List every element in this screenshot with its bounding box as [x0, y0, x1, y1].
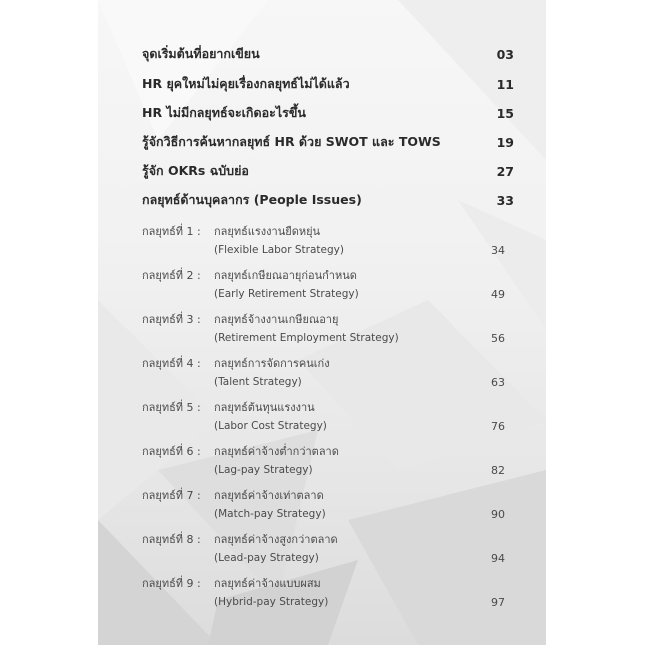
toc-entry: [142, 188, 514, 212]
strategy-number: กลยุทธ์ที่ 8 :: [142, 533, 201, 546]
toc-entry: [142, 101, 514, 125]
strategy-number: กลยุทธ์ที่ 7 :: [142, 489, 201, 502]
strategy-number: กลยุทธ์ที่ 2 :: [142, 269, 201, 282]
strategy-title-th: กลยุทธ์ค่าจ้างสูงกว่าตลาด: [214, 533, 338, 546]
toc-entry-title: จุดเริ่มต้นที่อยากเขียน: [142, 46, 260, 61]
toc-entry: [142, 130, 514, 154]
strategy-title-en: (Lead-pay Strategy): [214, 552, 319, 564]
strategy-page: 97: [491, 596, 505, 609]
strategy-page: 63: [491, 376, 505, 389]
book-page: [98, 0, 546, 645]
toc-entry-page: 11: [496, 76, 514, 92]
strategy-title-en: (Retirement Employment Strategy): [214, 332, 399, 344]
toc-entry-page: 33: [496, 192, 514, 208]
strategy-page: 90: [491, 508, 505, 521]
toc-entry-title: HR ยุคใหม่ไม่คุยเรื่องกลยุทธ์ไม่ได้แล้ว: [142, 76, 350, 91]
toc-entry-title: รู้จัก OKRs ฉบับย่อ: [142, 163, 249, 178]
toc-entry-page: 15: [496, 105, 514, 121]
toc-sub-entry: [142, 354, 505, 398]
strategy-number: กลยุทธ์ที่ 3 :: [142, 313, 201, 326]
strategy-number: กลยุทธ์ที่ 6 :: [142, 445, 201, 458]
toc-entry-title: กลยุทธ์ด้านบุคลากร (People Issues): [142, 192, 362, 207]
toc-entry-page: 19: [496, 134, 514, 150]
toc-sub-entry: [142, 398, 505, 442]
strategy-title-en: (Talent Strategy): [214, 376, 302, 388]
toc-sub-entry: [142, 442, 505, 486]
strategy-number: กลยุทธ์ที่ 5 :: [142, 401, 201, 414]
strategy-page: 49: [491, 288, 505, 301]
toc-sub-entry: [142, 310, 505, 354]
toc-entry-title: HR ไม่มีกลยุทธ์จะเกิดอะไรขึ้น: [142, 105, 306, 120]
strategy-title-en: (Labor Cost Strategy): [214, 420, 327, 432]
strategy-number: กลยุทธ์ที่ 9 :: [142, 577, 201, 590]
strategy-title-en: (Early Retirement Strategy): [214, 288, 359, 300]
toc-sub-entry: [142, 266, 505, 310]
strategy-title-th: กลยุทธ์ต้นทุนแรงงาน: [214, 401, 315, 414]
strategy-title-th: กลยุทธ์ค่าจ้างต่ำกว่าตลาด: [214, 445, 339, 458]
strategy-number: กลยุทธ์ที่ 4 :: [142, 357, 201, 370]
toc-sub-entry: [142, 530, 505, 574]
table-of-contents: [98, 0, 546, 645]
strategy-title-th: กลยุทธ์ค่าจ้างแบบผสม: [214, 577, 321, 590]
strategy-title-en: (Lag-pay Strategy): [214, 464, 313, 476]
strategy-title-th: กลยุทธ์แรงงานยืดหยุ่น: [214, 225, 321, 238]
toc-sub-entry: [142, 574, 505, 618]
toc-entry: [142, 72, 514, 96]
strategy-title-th: กลยุทธ์ค่าจ้างเท่าตลาด: [214, 489, 324, 502]
toc-entry: [142, 42, 514, 66]
strategy-page: 82: [491, 464, 505, 477]
strategy-title-en: (Match-pay Strategy): [214, 508, 326, 520]
toc-entry: [142, 159, 514, 183]
strategy-page: 94: [491, 552, 505, 565]
toc-entry-page: 27: [496, 163, 514, 179]
toc-entry-title: รู้จักวิธีการค้นหากลยุทธ์ HR ด้วย SWOT และ TOWS: [142, 134, 441, 149]
strategy-title-th: กลยุทธ์เกษียณอายุก่อนกำหนด: [214, 269, 357, 282]
toc-entry-page: 03: [496, 46, 514, 62]
strategy-number: กลยุทธ์ที่ 1 :: [142, 225, 201, 238]
toc-sub-entry: [142, 486, 505, 530]
strategy-title-th: กลยุทธ์จ้างงานเกษียณอายุ: [214, 313, 339, 326]
strategy-page: 56: [491, 332, 505, 345]
strategy-title-en: (Flexible Labor Strategy): [214, 244, 344, 256]
strategy-page: 76: [491, 420, 505, 433]
strategy-page: 34: [491, 244, 505, 257]
strategy-title-th: กลยุทธ์การจัดการคนเก่ง: [214, 357, 330, 370]
strategy-title-en: (Hybrid-pay Strategy): [214, 596, 329, 608]
toc-sub-entry: [142, 222, 505, 266]
